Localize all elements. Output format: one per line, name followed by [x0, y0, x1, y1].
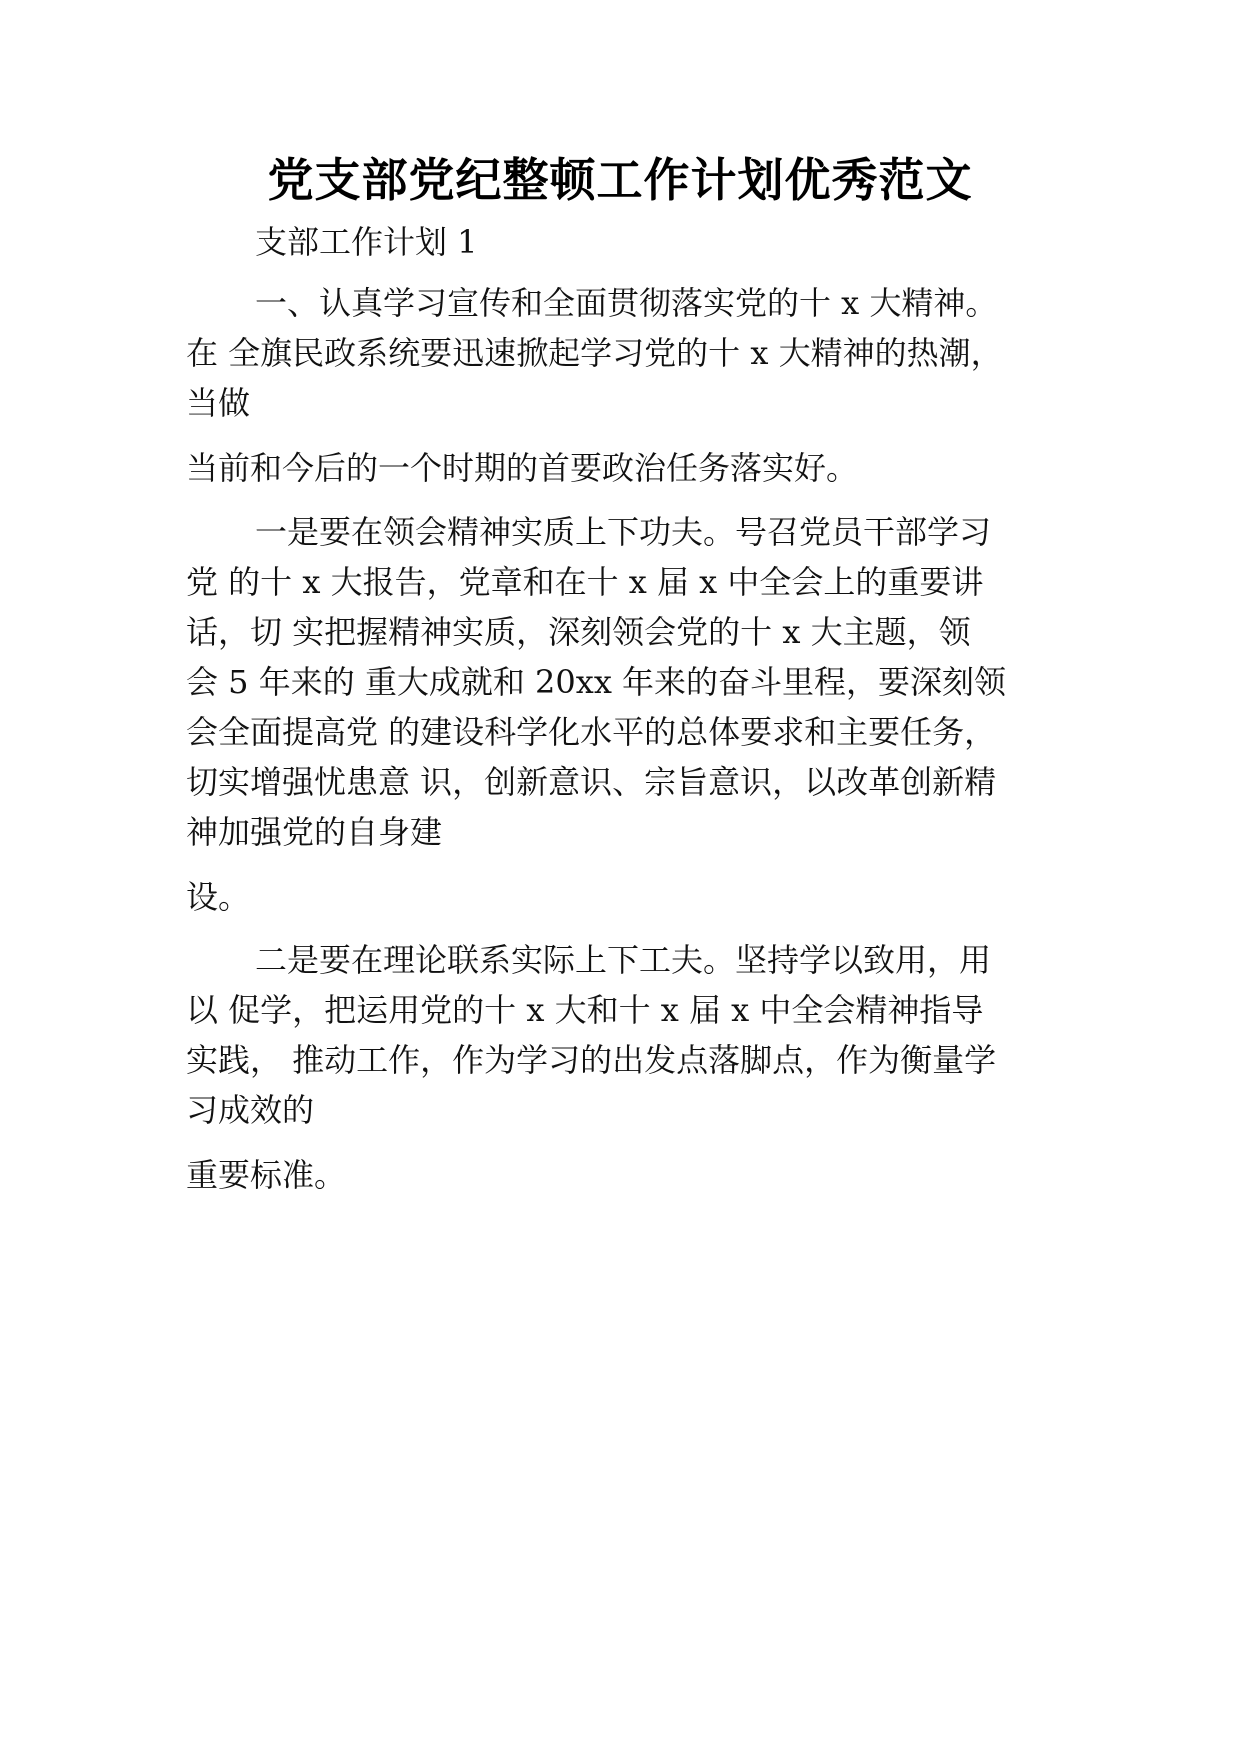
paragraph-line: 在 全旗民政系统要迅速掀起学习党的十 x 大精神的热潮， [186, 334, 1003, 372]
paragraph-line: 一是要在领会精神实质上下功夫。号召党员干部学习 [255, 513, 992, 551]
paragraph-line: 话，切 实把握精神实质，深刻领会党的十 x 大主题，领 [186, 613, 971, 651]
document-title: 党支部党纪整顿工作计划优秀范文 [267, 153, 973, 207]
paragraph-line: 当前和今后的一个时期的首要政治任务落实好。 [186, 449, 859, 487]
paragraph-line: 会 5 年来的 重大成就和 20xx 年来的奋斗里程，要深刻领 [186, 663, 1007, 701]
paragraph-line: 神加强党的自身建 [186, 813, 443, 851]
paragraph-line: 会全面提高党 的建设科学化水平的总体要求和主要任务， [186, 713, 997, 751]
paragraph-line: 重要标准。 [186, 1156, 347, 1194]
paragraph-line: 二是要在理论联系实际上下工夫。坚持学以致用，用 [255, 941, 992, 979]
paragraph-line: 以 促学，把运用党的十 x 大和十 x 届 x 中全会精神指导 [186, 991, 984, 1029]
paragraph-line: 党 的十 x 大报告，党章和在十 x 届 x 中全会上的重要讲 [186, 563, 984, 601]
paragraph-line: 切实增强忧患意 识，创新意识、宗旨意识，以改革创新精 [186, 763, 997, 801]
paragraph-line: 习成效的 [186, 1091, 315, 1129]
paragraph-line: 当做 [186, 384, 251, 422]
paragraph-line: 实践， 推动工作，作为学习的出发点落脚点，作为衡量学 [186, 1041, 997, 1079]
section-heading: 支部工作计划 1 [255, 223, 478, 261]
paragraph-line: 设。 [186, 878, 251, 916]
paragraph-line: 一、认真学习宣传和全面贯彻落实党的十 x 大精神。 [255, 284, 998, 322]
